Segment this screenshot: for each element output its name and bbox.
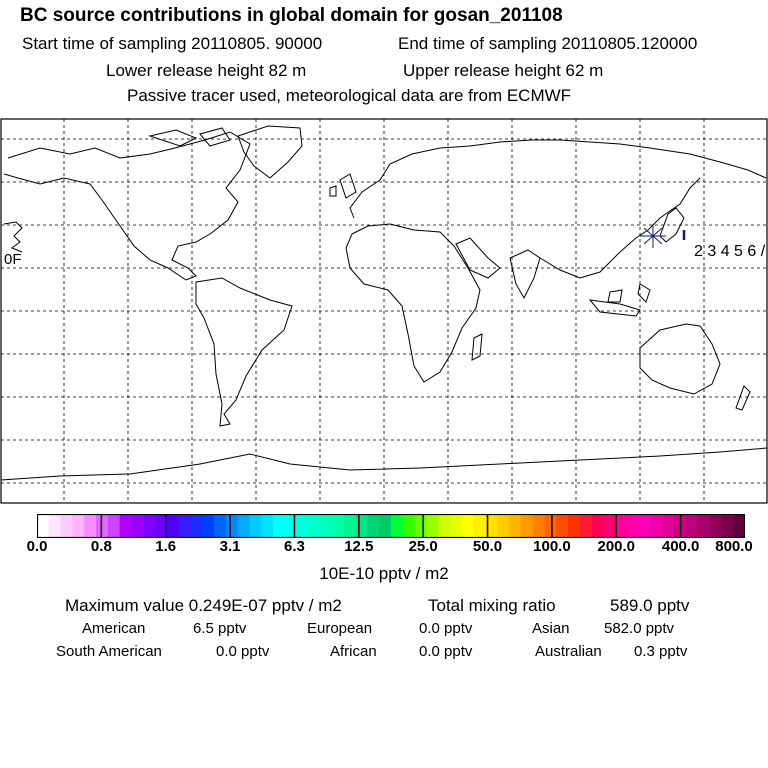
color-swatch [686, 514, 698, 538]
color-swatch [497, 514, 509, 538]
color-swatch [415, 514, 427, 538]
color-swatch [108, 514, 120, 538]
region-name: Asian [532, 620, 570, 637]
color-swatch [179, 514, 191, 538]
color-swatch [367, 514, 379, 538]
colorbar-tick-label: 25.0 [408, 538, 438, 555]
color-swatch [37, 514, 49, 538]
color-swatch [249, 514, 261, 538]
region-value: 0.3 pptv [634, 643, 688, 660]
color-swatch [426, 514, 438, 538]
color-swatch [167, 514, 179, 538]
world-map [0, 118, 768, 504]
color-swatch [131, 514, 143, 538]
region-name: South American [56, 643, 162, 660]
color-swatch [226, 514, 238, 538]
color-swatch [615, 514, 627, 538]
color-swatch [96, 514, 108, 538]
colorbar-tick-label: 50.0 [472, 538, 503, 555]
colorbar-tick-label: 1.6 [155, 538, 177, 555]
color-swatch [344, 514, 356, 538]
region-name: Australian [535, 643, 602, 660]
color-swatch [61, 514, 73, 538]
color-swatch [556, 514, 568, 538]
color-swatch [592, 514, 604, 538]
color-swatch [332, 514, 344, 538]
colorbar-tick-label: 800.0 [715, 538, 753, 555]
colorbar-tick-label: 12.5 [344, 538, 374, 555]
region-value: 0.0 pptv [216, 643, 270, 660]
region-value: 0.0 pptv [419, 620, 473, 637]
trajectory-labels-west: 0F [4, 251, 22, 268]
color-swatch [509, 514, 521, 538]
colorbar-tick-label: 0.0 [26, 538, 48, 555]
color-swatch [603, 514, 615, 538]
color-swatch [474, 514, 486, 538]
color-swatch [662, 514, 674, 538]
color-swatch [72, 514, 84, 538]
color-swatch [391, 514, 403, 538]
color-swatch [238, 514, 250, 538]
lower-release-height: Lower release height 82 m [106, 61, 307, 80]
colorbar-tick-label: 3.1 [219, 538, 241, 555]
plot-title: BC source contributions in global domain for gosan_201108 [20, 5, 563, 26]
color-swatch [379, 514, 391, 538]
color-swatch [190, 514, 202, 538]
tracer-note: Passive tracer used, meteorological data are from ECMWF [127, 86, 572, 105]
color-swatch [143, 514, 155, 538]
color-swatch [438, 514, 450, 538]
color-swatch [202, 514, 214, 538]
color-scale-bar [37, 514, 745, 538]
color-swatch [710, 514, 722, 538]
color-swatch [84, 514, 96, 538]
color-swatch [297, 514, 309, 538]
color-swatch [533, 514, 545, 538]
color-swatch [627, 514, 639, 538]
region-value: 582.0 pptv [604, 620, 675, 637]
total-mixing-ratio-label: Total mixing ratio [428, 596, 556, 615]
region-value: 6.5 pptv [193, 620, 247, 637]
region-name: African [330, 643, 377, 660]
color-swatch [308, 514, 320, 538]
region-value: 0.0 pptv [419, 643, 473, 660]
color-swatch [698, 514, 710, 538]
colorbar-tick-label: 6.3 [284, 538, 305, 555]
color-swatch [49, 514, 61, 538]
color-swatch [273, 514, 285, 538]
colorbar-tick-label: 0.8 [90, 538, 112, 555]
total-mixing-ratio-value: 589.0 pptv [610, 596, 690, 615]
color-swatch [521, 514, 533, 538]
color-swatch [568, 514, 580, 538]
color-swatch [580, 514, 592, 538]
colorbar-tick-label: 200.0 [597, 538, 636, 555]
region-name: American [82, 620, 146, 637]
color-swatch [214, 514, 226, 538]
color-swatch [320, 514, 332, 538]
color-swatch [261, 514, 273, 538]
colorbar-tick-label: 100.0 [533, 538, 571, 555]
colorbar-units: 10E-10 pptv / m2 [319, 564, 449, 583]
color-swatch [462, 514, 474, 538]
maximum-value: Maximum value 0.249E-07 pptv / m2 [65, 596, 342, 615]
color-swatch [450, 514, 462, 538]
color-swatch [651, 514, 663, 538]
end-time-label: End time of sampling 20110805.120000 [398, 34, 698, 53]
color-swatch [721, 514, 733, 538]
color-swatch [356, 514, 368, 538]
color-swatch [285, 514, 297, 538]
start-time-label: Start time of sampling 20110805. 90000 [22, 34, 323, 53]
trajectory-labels-east: 2 3 4 5 6 / [694, 243, 766, 260]
color-swatch [120, 514, 132, 538]
region-name: European [307, 620, 373, 637]
colorbar-tick-label: 400.0 [661, 538, 700, 555]
color-swatch [733, 514, 745, 538]
color-swatch [403, 514, 415, 538]
color-swatch [544, 514, 556, 538]
color-swatch [639, 514, 651, 538]
upper-release-height: Upper release height 62 m [403, 61, 604, 80]
